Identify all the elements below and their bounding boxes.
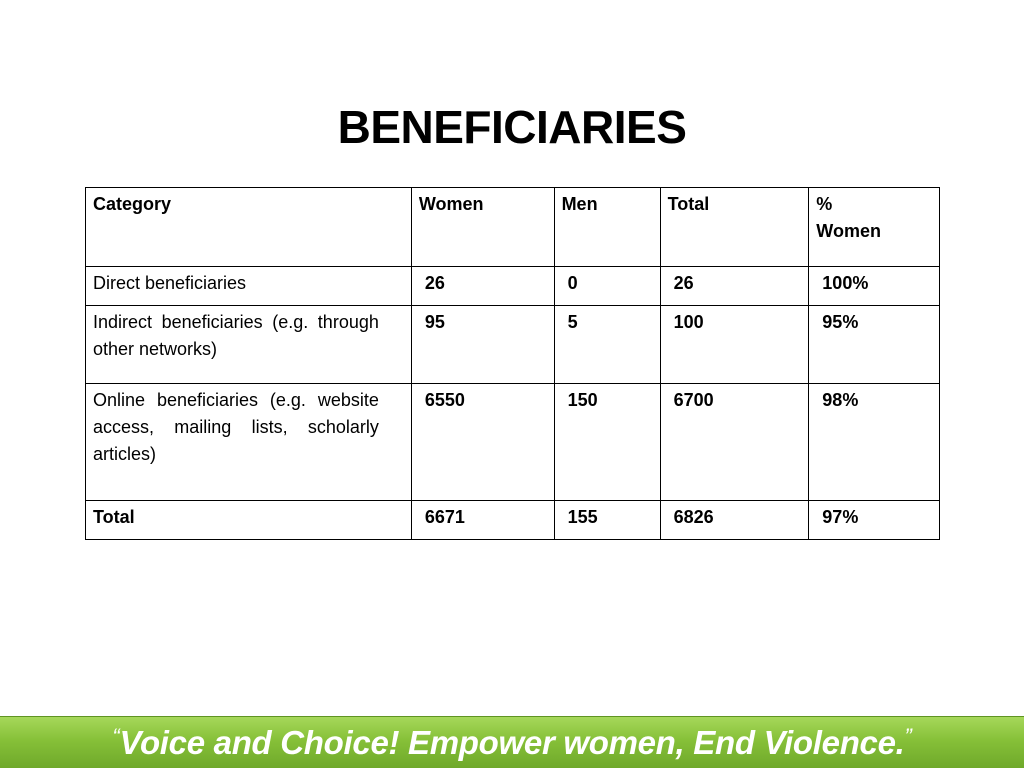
- row-women: 95: [411, 306, 554, 384]
- row-pct-women: 97%: [809, 501, 940, 540]
- row-pct-women: 100%: [809, 267, 940, 306]
- table-total-row: [86, 501, 940, 540]
- row-total: 100: [660, 306, 809, 384]
- row-pct-women: 95%: [809, 306, 940, 384]
- header-pct-symbol: %: [816, 194, 833, 214]
- row-total: 26: [660, 267, 809, 306]
- table-header-row: [86, 188, 940, 267]
- header-women: Women: [411, 188, 554, 267]
- footer-banner: [0, 716, 1024, 768]
- row-women: 26: [411, 267, 554, 306]
- header-total: Total: [660, 188, 809, 267]
- beneficiaries-table: [85, 187, 940, 540]
- row-women: 6550: [411, 384, 554, 501]
- close-quote: ”: [904, 724, 912, 749]
- header-pct-women: [809, 188, 940, 267]
- row-total: 6700: [660, 384, 809, 501]
- header-men: Men: [554, 188, 660, 267]
- table-row: [86, 306, 940, 384]
- header-pct-label: Women: [816, 221, 881, 241]
- row-women: 6671: [411, 501, 554, 540]
- table-row: [86, 267, 940, 306]
- slide-title: BENEFICIARIES: [337, 101, 687, 153]
- row-category: Total: [86, 501, 412, 540]
- row-category: Online beneficiaries (e.g. website access, mailing lists, scholarly articles): [86, 384, 412, 501]
- table-row: [86, 384, 940, 501]
- open-quote: “: [112, 724, 120, 749]
- header-category: Category: [86, 188, 412, 267]
- row-men: 0: [554, 267, 660, 306]
- row-pct-women: 98%: [809, 384, 940, 501]
- row-category: Direct beneficiaries: [86, 267, 412, 306]
- footer-slogan: [112, 724, 911, 762]
- row-men: 5: [554, 306, 660, 384]
- row-men: 155: [554, 501, 660, 540]
- slogan-text: Voice and Choice! Empower women, End Violence.: [119, 724, 905, 761]
- row-men: 150: [554, 384, 660, 501]
- row-category: Indirect beneficiaries (e.g. through other networks): [86, 306, 412, 384]
- row-total: 6826: [660, 501, 809, 540]
